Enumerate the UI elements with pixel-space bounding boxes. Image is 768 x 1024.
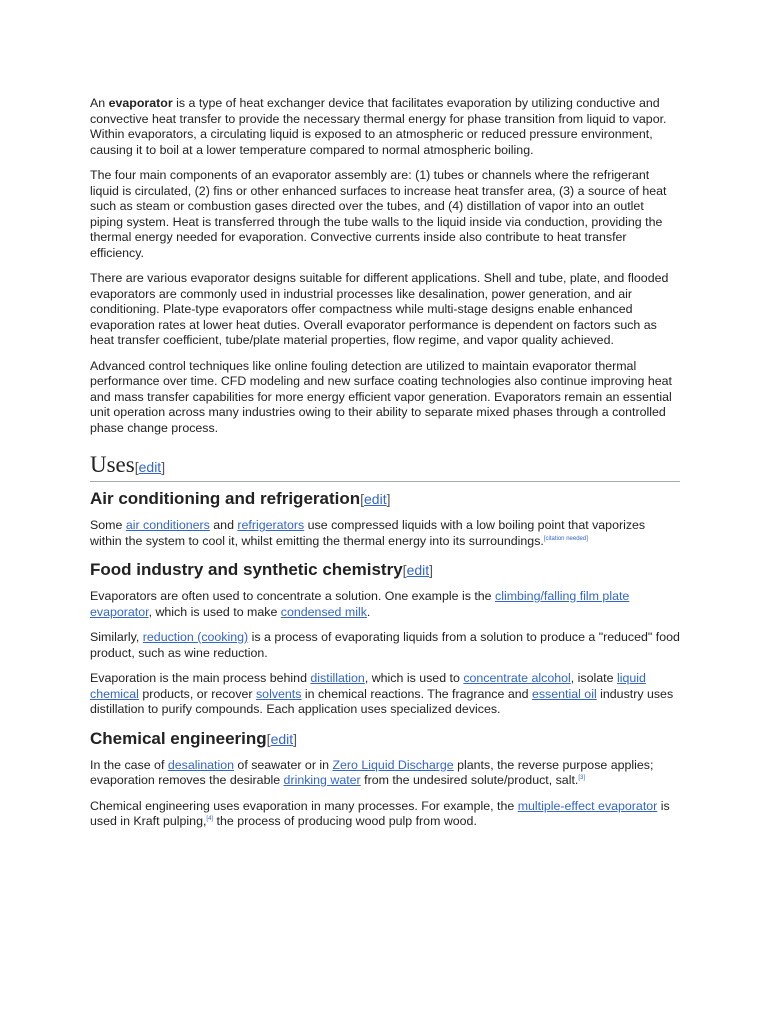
- link-climbing-falling-film[interactable]: climbing/falling film plate evaporator: [90, 589, 630, 619]
- bracket: ]: [161, 459, 166, 475]
- edit-link[interactable]: edit: [270, 730, 294, 747]
- bracket: [: [134, 459, 139, 475]
- link-liquid-chemical[interactable]: liquid chemical: [90, 671, 646, 701]
- heading-uses: [90, 452, 680, 482]
- bracket: ]: [386, 491, 391, 507]
- edit-link-chemical[interactable]: [267, 731, 297, 747]
- edit-link[interactable]: edit: [364, 491, 387, 507]
- text: and: [209, 518, 238, 532]
- text: , which is used to make: [148, 604, 281, 619]
- link-desalination[interactable]: desalination: [167, 757, 234, 772]
- heading-text: Food industry and synthetic chemistry: [90, 560, 403, 579]
- reference-4[interactable]: [4]: [206, 815, 214, 822]
- chem-paragraph-1: [90, 758, 680, 789]
- text: products, or recover: [138, 686, 256, 701]
- food-paragraph-3: [90, 671, 680, 718]
- bracket: [: [402, 562, 407, 578]
- text: An: [90, 96, 109, 110]
- intro-paragraph-1: [90, 96, 680, 158]
- reference-3[interactable]: [3]: [578, 774, 586, 781]
- link-drinking-water[interactable]: drinking water: [283, 773, 361, 787]
- text: industry uses distillation to purify compounds. Each application uses specialized devices.: [90, 686, 674, 716]
- food-paragraph-1: [90, 589, 680, 620]
- food-paragraph-2: [90, 630, 680, 661]
- text: In the case of: [90, 757, 168, 772]
- link-zero-liquid-discharge[interactable]: Zero Liquid Discharge: [332, 757, 454, 772]
- heading-text: Chemical engineering: [90, 728, 267, 748]
- text: Evaporation is the main process behind: [90, 671, 311, 685]
- intro-paragraph-4: Advanced control techniques like online fouling detection are utilized to maintain evaporator thermal performance over time. CFD modeling and new surface coating technologies also continue improving heat and mass transfer capabilities for more energy efficient vapor generation. Evaporators remain an essential unit operation across many industries owing to their ability to separate mixed phases through a controlled phase change process.: [90, 358, 672, 435]
- term-evaporator: evaporator: [108, 96, 173, 110]
- text: Chemical engineering uses evaporation in many processes. For example, the: [90, 798, 518, 813]
- edit-link-uses[interactable]: [135, 459, 165, 475]
- edit-link[interactable]: edit: [138, 459, 162, 475]
- text: , which is used to: [364, 671, 464, 685]
- edit-link[interactable]: edit: [406, 562, 430, 578]
- edit-link-food[interactable]: [403, 562, 433, 578]
- link-condensed-milk[interactable]: condensed milk: [280, 604, 367, 619]
- article-body: [90, 96, 680, 840]
- heading-uses-text: Uses: [90, 452, 135, 477]
- ac-paragraph: [90, 518, 680, 549]
- text: of seawater or in: [233, 757, 333, 772]
- text: is a type of heat exchanger device that facilitates evaporation by utilizing conductive and convective heat transfer to provide the necessary thermal energy for phase transition from liquid to vapor. Within evaporators, a circulating liquid is exposed to an atmospheric or reduced pressure environment, causing it to boil at a lower temperature compared to normal atmospheric boiling.: [90, 96, 667, 157]
- chem-paragraph-2: [90, 799, 680, 830]
- edit-link-air-conditioning[interactable]: [360, 491, 390, 507]
- text: plants, the reverse purpose applies; evaporation removes the desirable: [90, 757, 654, 787]
- intro-paragraph-2: The four main components of an evaporator assembly are: (1) tubes or channels where the refrigerant liquid is circulated, (2) fins or other enhanced surfaces to increase heat transfer area, (3) a source of heat such as steam or combustion gases directed over the tubes, and (4) distillation of vapor into an outlet piping system. Heat is transferred through the tube walls to the liquid inside via conduction, providing the thermal energy needed for evaporation. Convective currents inside also contribute to heat transfer efficiency.: [90, 168, 667, 260]
- link-reduction-cooking[interactable]: reduction (cooking): [142, 630, 249, 644]
- citation-needed-ref[interactable]: [citation needed]: [543, 535, 588, 542]
- heading-food-industry: [90, 559, 680, 581]
- link-refrigerators[interactable]: refrigerators: [237, 518, 305, 532]
- text: the process of producing wood pulp from wood.: [213, 814, 477, 828]
- text: in chemical reactions. The fragrance and: [301, 686, 532, 701]
- text: Evaporators are often used to concentrate a solution. One example is the: [90, 589, 496, 603]
- link-multiple-effect-evaporator[interactable]: multiple-effect evaporator: [517, 798, 658, 813]
- heading-air-conditioning: [90, 488, 680, 510]
- link-concentrate-alcohol[interactable]: concentrate alcohol: [463, 671, 571, 685]
- heading-chemical-engineering: [90, 728, 680, 750]
- text: Similarly,: [90, 630, 143, 644]
- heading-text: Air conditioning and refrigeration: [90, 489, 361, 508]
- text: from the undesired solute/product, salt.: [360, 773, 579, 787]
- link-solvents[interactable]: solvents: [255, 686, 302, 701]
- link-distillation[interactable]: distillation: [310, 671, 365, 685]
- text: is used in Kraft pulping,: [90, 798, 670, 828]
- intro-paragraph-3: There are various evaporator designs suitable for different applications. Shell and tube, plate, and flooded evaporators are commonly used in industrial processes like desalination, power generation, and air conditioning. Plate-type evaporators offer compactness while multi-stage designs enable enhanced evaporation rates at lower heat duties. Overall evaporator performance is dependent on factors such as heat transfer coefficient, tube/plate material properties, flow regime, and vapor quality achieved.: [90, 271, 669, 347]
- link-air-conditioners[interactable]: air conditioners: [125, 518, 210, 532]
- bracket: ]: [429, 562, 434, 578]
- text: is a process of evaporating liquids from a solution to produce a "reduced" food product, such as wine reduction.: [90, 630, 680, 660]
- text: use compressed liquids with a low boiling point that vaporizes within the system to cool it, whilst emitting the thermal energy into its surroundings.: [90, 518, 646, 548]
- text: Some: [90, 518, 126, 532]
- bracket: [: [360, 491, 365, 507]
- link-essential-oil[interactable]: essential oil: [531, 686, 597, 701]
- bracket: [: [266, 730, 271, 747]
- text: , isolate: [570, 671, 617, 685]
- text: .: [366, 604, 371, 619]
- bracket: ]: [293, 730, 298, 747]
